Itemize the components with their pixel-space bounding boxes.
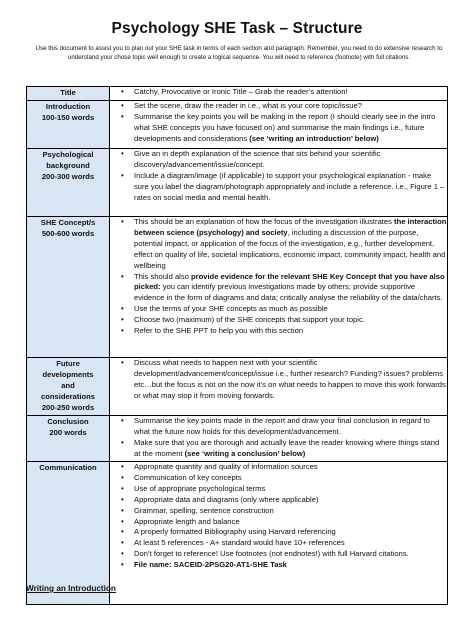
section-label-line: Communication: [39, 463, 97, 472]
bullet-list: [110, 358, 447, 402]
structure-table-body: [27, 87, 448, 605]
bullet-item: [110, 517, 447, 528]
section-label-cell: [27, 358, 110, 416]
bullet-item: [110, 326, 447, 337]
text-run: Appropriate quantity and quality of information sources: [134, 462, 318, 471]
section-label-line: considerations: [40, 392, 95, 401]
bullet-item: [110, 560, 447, 571]
table-row: [27, 101, 448, 149]
text-run: you can identify previous investigations made by others; provide supportive evidence in the form of diagrams and data; critically analyse the reliability of the data/charts.: [134, 282, 443, 303]
bullet-item: [110, 315, 447, 326]
section-content-cell: [110, 358, 448, 416]
section-label-line: background: [46, 161, 90, 170]
section-label-line: Conclusion: [47, 417, 89, 426]
section-label-line: 200-300 words: [41, 172, 95, 181]
text-run: Refer to the SHE PPT to help you with this section: [134, 326, 304, 336]
text-run: Include a diagram/image (if applicable) to support your psychological explanation - make sure you label the diagram/photograph appropriately and include a reference. i.e., Figure 1 – rates on social media and mental health.: [134, 170, 445, 202]
bullet-item: [110, 462, 447, 473]
section-content-cell: [110, 87, 448, 101]
table-row: [27, 217, 448, 358]
section-content-cell: [110, 149, 448, 217]
text-run: Communication of key concepts: [134, 472, 242, 482]
bullet-item: [110, 527, 447, 538]
bullet-item: [110, 112, 447, 145]
text-run: Catchy, Provocative or Ironic Title – Grab the reader’s attention!: [134, 87, 348, 96]
intro-paragraph: Use this document to assist you to plan out your SHE task in terms of each section and paragraph. Remember, you need to do extensive research to understand your chose topic well enough to create a logical sequence. You will need to reference (footnote) with full citations.: [35, 45, 443, 61]
section-content-cell: [110, 462, 448, 605]
text-run: This should be an explanation of how the focus of the investigation illustrates: [134, 217, 395, 226]
bold-text: (see ‘writing an introduction’ below): [249, 133, 379, 143]
text-run: At least 5 references - A+ standard would have 10+ references: [134, 538, 345, 548]
table-row: [27, 358, 448, 416]
bullet-list: [110, 217, 447, 337]
table-row: [27, 149, 448, 217]
bullet-item: [110, 473, 447, 484]
bullet-item: [110, 217, 447, 272]
writing-introduction-heading: Writing an Introduction: [26, 584, 116, 593]
bullet-list: [110, 149, 447, 204]
section-label-line: 200-250 words: [41, 403, 95, 412]
bullet-item: [110, 149, 447, 171]
bold-text: the interaction between science (psychology) and society: [134, 217, 447, 237]
bullet-item: [110, 416, 447, 438]
bold-text: provide evidence for the relevant SHE Key Concept that you have also picked:: [134, 271, 445, 292]
text-run: Choose two (maximum) of the SHE concepts that support your topic.: [134, 315, 365, 325]
text-run: Appropriate length and balance: [134, 516, 240, 526]
bullet-item: [110, 484, 447, 495]
section-content-cell: [110, 101, 448, 149]
section-label-line: 500-600 words: [41, 229, 95, 238]
section-label-line: and: [61, 381, 75, 390]
bullet-item: [110, 358, 447, 402]
text-run: Grammar, spelling, sentence construction: [134, 505, 274, 515]
text-run: Use the terms of your SHE concepts as much as possible: [134, 304, 328, 314]
bullet-list: [110, 101, 447, 145]
text-run: This should also: [134, 271, 191, 281]
structure-table: [26, 86, 448, 605]
table-row: [27, 87, 448, 101]
section-content-cell: [110, 217, 448, 358]
text-run: Make sure that you are thorough and actually leave the reader knowing where things stand at the moment: [134, 437, 440, 458]
text-run: Discuss what needs to happen next with your scientific development/advancement/concept/issue i.e., further research? Funding? issues? problems etc…but the focus is not on the now it’s on what needs to happen to move this work forwards or what may stop it from moving forwards.: [134, 358, 446, 400]
bullet-item: [110, 101, 447, 112]
section-label-line: 200 words: [49, 428, 87, 437]
text-run: , including a discussion of the purpose, potential impact, or application of the focus of the investigation, e.g., further development, effect on quality of life, societal implications, economic impact, community impact, health and wellbeing: [134, 227, 446, 270]
section-content-cell: [110, 416, 448, 462]
bullet-item: [110, 171, 447, 204]
text-run: A properly formatted Bibliography using Harvard referencing: [134, 527, 336, 537]
text-run: Use of appropriate psychological terms: [134, 483, 266, 493]
section-label-cell: [27, 416, 110, 462]
bold-text: (see ‘writing a conclusion’ below): [184, 448, 306, 458]
section-label-line: Future: [56, 359, 80, 368]
section-label-cell: [27, 87, 110, 101]
section-label-line: Psychological: [42, 150, 94, 159]
bullet-item: [110, 272, 447, 305]
bullet-item: [110, 438, 447, 460]
section-label-cell: [27, 149, 110, 217]
bullet-item: [110, 506, 447, 517]
section-label-cell: [27, 217, 110, 358]
text-run: Appropriate data and diagrams (only where applicable): [134, 494, 319, 504]
bullet-item: [110, 549, 447, 560]
section-label-line: Introduction: [45, 102, 91, 111]
bullet-item: [110, 87, 447, 98]
bullet-list: [110, 87, 447, 98]
section-label-line: developments: [42, 370, 94, 379]
text-run: Summarise the key points made in the report and draw your final conclusion in regard to what the future now holds for this development/advancement.: [134, 416, 430, 436]
bullet-list: [110, 462, 447, 571]
section-label-line: SHE Concept/s: [40, 218, 96, 227]
bold-text: File name: SACEID-2PSG20-AT1-SHE Task: [134, 560, 287, 570]
bullet-item: [110, 495, 447, 506]
text-run: Set the scene, draw the reader in i.e., what is your core topic/issue?: [134, 101, 362, 110]
document-title: Psychology SHE Task – Structure: [111, 20, 363, 37]
section-label-cell: [27, 101, 110, 149]
bullet-item: [110, 538, 447, 549]
section-label-line: 100-150 words: [41, 113, 95, 122]
section-label-line: Title: [60, 88, 76, 97]
bullet-item: [110, 304, 447, 315]
text-run: Don’t forget to reference! Use footnotes (not endnotes!) with full Harvard citations.: [134, 549, 409, 559]
text-run: Give an in depth explanation of the science that sits behind your scientific discovery/advancement/issue/concept.: [134, 149, 381, 169]
table-row: [27, 416, 448, 462]
text-run: Summarise the key points you will be making in the report (I should clearly see in the intro what SHE concepts you have focused on) and summarise the main findings i.e., future developments and considerations: [134, 111, 436, 143]
bullet-list: [110, 416, 447, 460]
